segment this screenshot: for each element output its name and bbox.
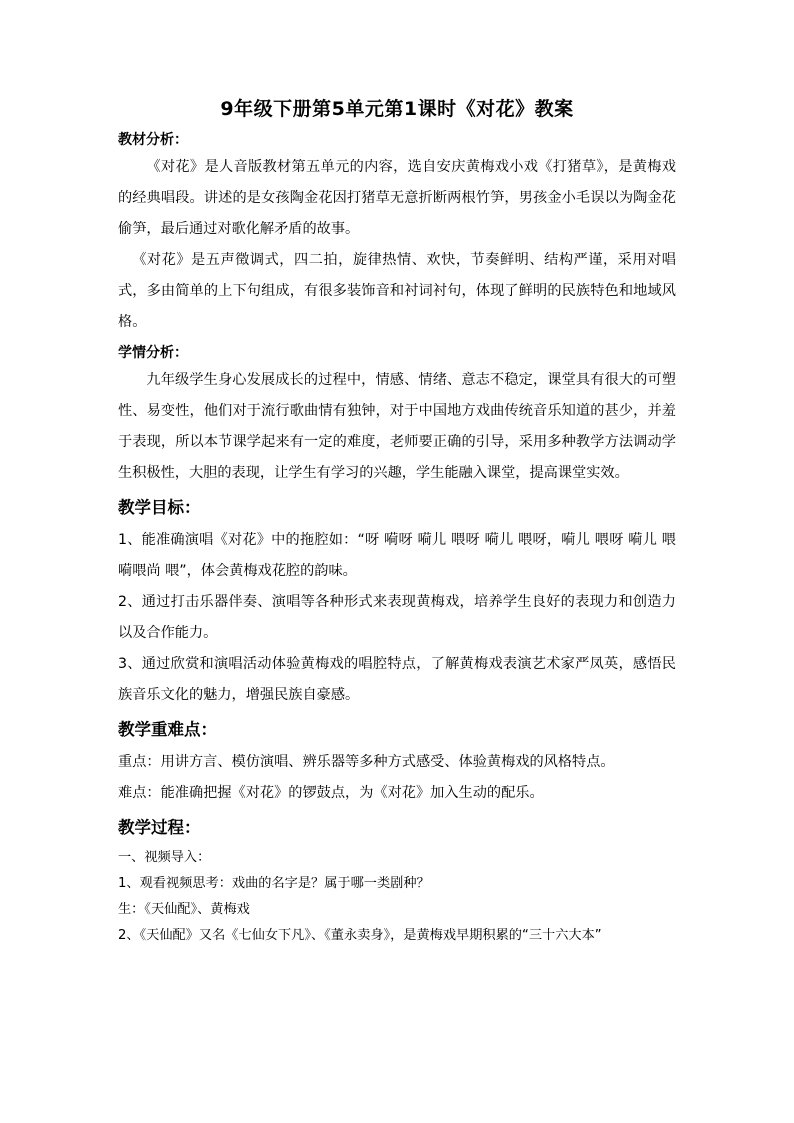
materials-paragraph-1: 《对花》是人音版教材第五单元的内容，选自安庆黄梅戏小戏《打猪草》，是黄梅戏的经典唱段。讲述的是女孩陶金花因打猪草无意折断两根竹笋，男孩金小毛误以为陶金花偷笋，最后通过对歌化解矛盾的故事。 <box>118 159 676 237</box>
section-heading-goals: 教学目标： <box>118 498 201 517</box>
section-heading-students: 学情分析： <box>118 345 188 361</box>
section-heading-materials: 教材分析： <box>118 132 188 148</box>
document-title: 9年级下册第5单元第1课时《对花》教案 <box>220 98 574 120</box>
goal-item-1: 1、能准确演唱《对花》中的拖腔如：“呀 嗬呀 嗬儿 喂呀 嗬儿 喂呀，嗬儿 喂呀 嗬儿 喂 嗬喂尚 喂”，体会黄梅戏花腔的韵味。 <box>118 532 676 579</box>
keypoint-difficult: 难点：能准确把握《对花》的锣鼓点，为《对花》加入生动的配乐。 <box>118 785 544 801</box>
process-line-2: 生：《天仙配》、黄梅戏 <box>118 902 250 917</box>
section-heading-process: 教学过程： <box>118 818 201 837</box>
goal-item-3: 3、通过欣赏和演唱活动体验黄梅戏的唱腔特点，了解黄梅戏表演艺术家严凤英，感悟民族音乐文化的魅力，增强民族自豪感。 <box>118 656 676 703</box>
materials-paragraph-2: 《对花》是五声徵调式，四二拍，旋律热情、欢快，节奏鲜明、结构严谨，采用对唱式，多由简单的上下句组成，有很多装饰音和衬词衬句，体现了鲜明的民族特色和地域风格。 <box>118 252 676 330</box>
students-paragraph-1: 九年级学生身心发展成长的过程中，情感、情绪、意志不稳定，课堂具有很大的可塑性、易变性，他们对于流行歌曲情有独钟，对于中国地方戏曲传统音乐知道的甚少，并羞于表现，所以本节课学起来有一定的难度，老师要正确的引导，采用多种教学方法调动学生积极性，大胆的表现，让学生有学习的兴趣，学生能融入课堂，提高课堂实效。 <box>118 372 676 481</box>
section-heading-keypoints: 教学重难点： <box>118 720 217 739</box>
keypoint-key: 重点：用讲方言、模仿演唱、辨乐器等多种方式感受、体验黄梅戏的风格特点。 <box>118 754 615 770</box>
process-line-1: 1、观看视频思考：戏曲的名字是？属于哪一类剧种？ <box>118 876 430 891</box>
process-line-3: 2、《天仙配》又名《七仙女下凡》、《董永卖身》，是黄梅戏早期积累的“三十六大本” <box>118 928 602 943</box>
document-body <box>118 96 676 949</box>
process-step-1: 一、视频导入： <box>118 850 211 865</box>
goal-item-2: 2、通过打击乐器伴奏、演唱等各种形式来表现黄梅戏，培养学生良好的表现力和创造力以及合作能力。 <box>118 594 676 641</box>
